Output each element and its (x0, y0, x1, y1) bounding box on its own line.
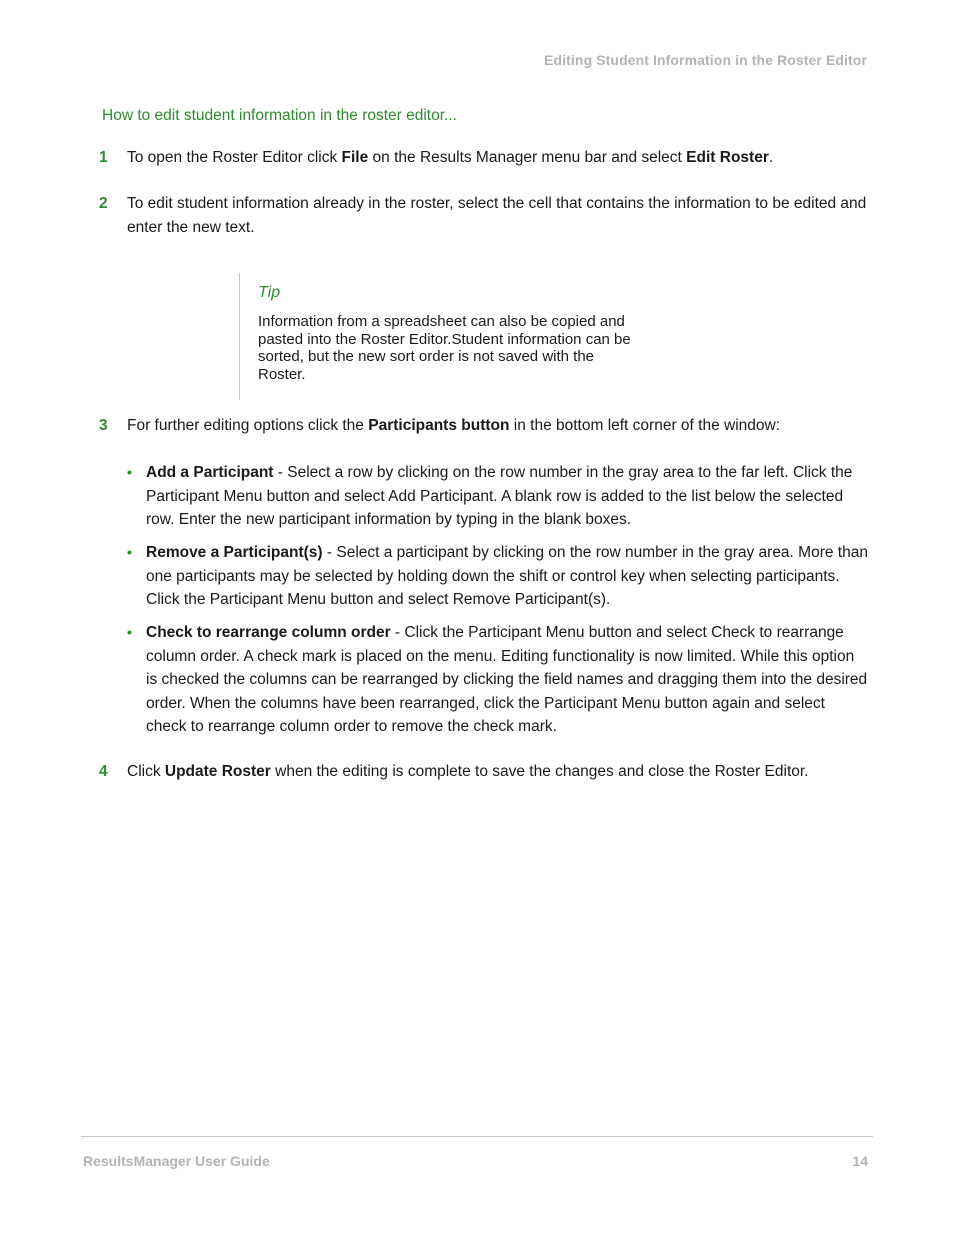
list-item-add-participant (127, 461, 869, 532)
tip-body: Information from a spreadsheet can also be copied and pasted into the Roster Editor.Student information can be sorted, but the new sort order is not saved with the Roster. (258, 313, 631, 383)
step-text: To edit student information already in the roster, select the cell that contains the information to be edited and enter the new text. (127, 195, 867, 236)
step-text-part: Click (127, 763, 165, 780)
step-text-part: For further editing options click the (127, 417, 369, 434)
step-2 (99, 192, 869, 240)
step-text-part: . (768, 149, 774, 166)
step-number: 1 (99, 149, 108, 166)
tip-title: Tip (258, 284, 281, 301)
page-number: 14 (852, 1153, 868, 1169)
ui-term-participants-button: Participants button (368, 417, 510, 434)
bullet-title: Add a Participant (146, 464, 274, 481)
step-text-part: To open the Roster Editor click (127, 149, 342, 166)
step-text (127, 146, 869, 170)
bullet-text: - Select a row by clicking on the row number in the gray area to the far left. Click the Participant Menu button and select Add Participant. A blank row is added to the list below the selected row. Enter the new participant information by typing in the blank boxes. (146, 464, 853, 528)
footer-divider (81, 1136, 873, 1137)
section-heading: How to edit student information in the roster editor... (102, 107, 457, 124)
ui-term-update-roster: Update Roster (164, 763, 271, 780)
participant-options-list (127, 461, 869, 748)
step-text-part: on the Results Manager menu bar and select (368, 149, 687, 166)
running-header: Editing Student Information in the Roster Editor (544, 52, 867, 68)
step-number: 4 (99, 763, 108, 780)
step-text-part: when the editing is complete to save the changes and close the Roster Editor. (270, 763, 809, 780)
bullet-icon: • (127, 464, 132, 480)
list-item-remove-participant (127, 541, 869, 612)
bullet-title: Check to rearrange column order (146, 624, 391, 641)
step-text (127, 760, 869, 784)
step-text-part: in the bottom left corner of the window: (509, 417, 780, 434)
menu-term-file: File (341, 149, 369, 166)
tip-callout (239, 273, 630, 400)
step-number: 2 (99, 195, 108, 212)
step-text (127, 414, 869, 438)
step-number: 3 (99, 417, 108, 434)
step-4 (99, 760, 869, 784)
bullet-icon: • (127, 544, 132, 560)
menu-term-edit-roster: Edit Roster (686, 149, 769, 166)
bullet-text: - Click the Participant Menu button and select Check to rearrange column order. A check mark is placed on the menu. Editing functionality is now limited. While this option is checked the columns can be rearranged by clicking the field names and dragging them into the desired order. When the columns have been rearranged, click the Participant Menu button again and select check to rearrange column order to remove the check mark. (146, 624, 868, 735)
bullet-text: - Select a participant by clicking on the row number in the gray area. More than one participants may be selected by holding down the shift or control key when selecting participants. Click the Participant Menu button and select Remove Participant(s). (146, 544, 868, 608)
list-item-rearrange-columns (127, 621, 869, 739)
step-3 (99, 414, 869, 438)
footer-guide-title: ResultsManager User Guide (83, 1153, 270, 1169)
bullet-title: Remove a Participant(s) (146, 544, 323, 561)
bullet-icon: • (127, 624, 132, 640)
step-1 (99, 146, 869, 170)
